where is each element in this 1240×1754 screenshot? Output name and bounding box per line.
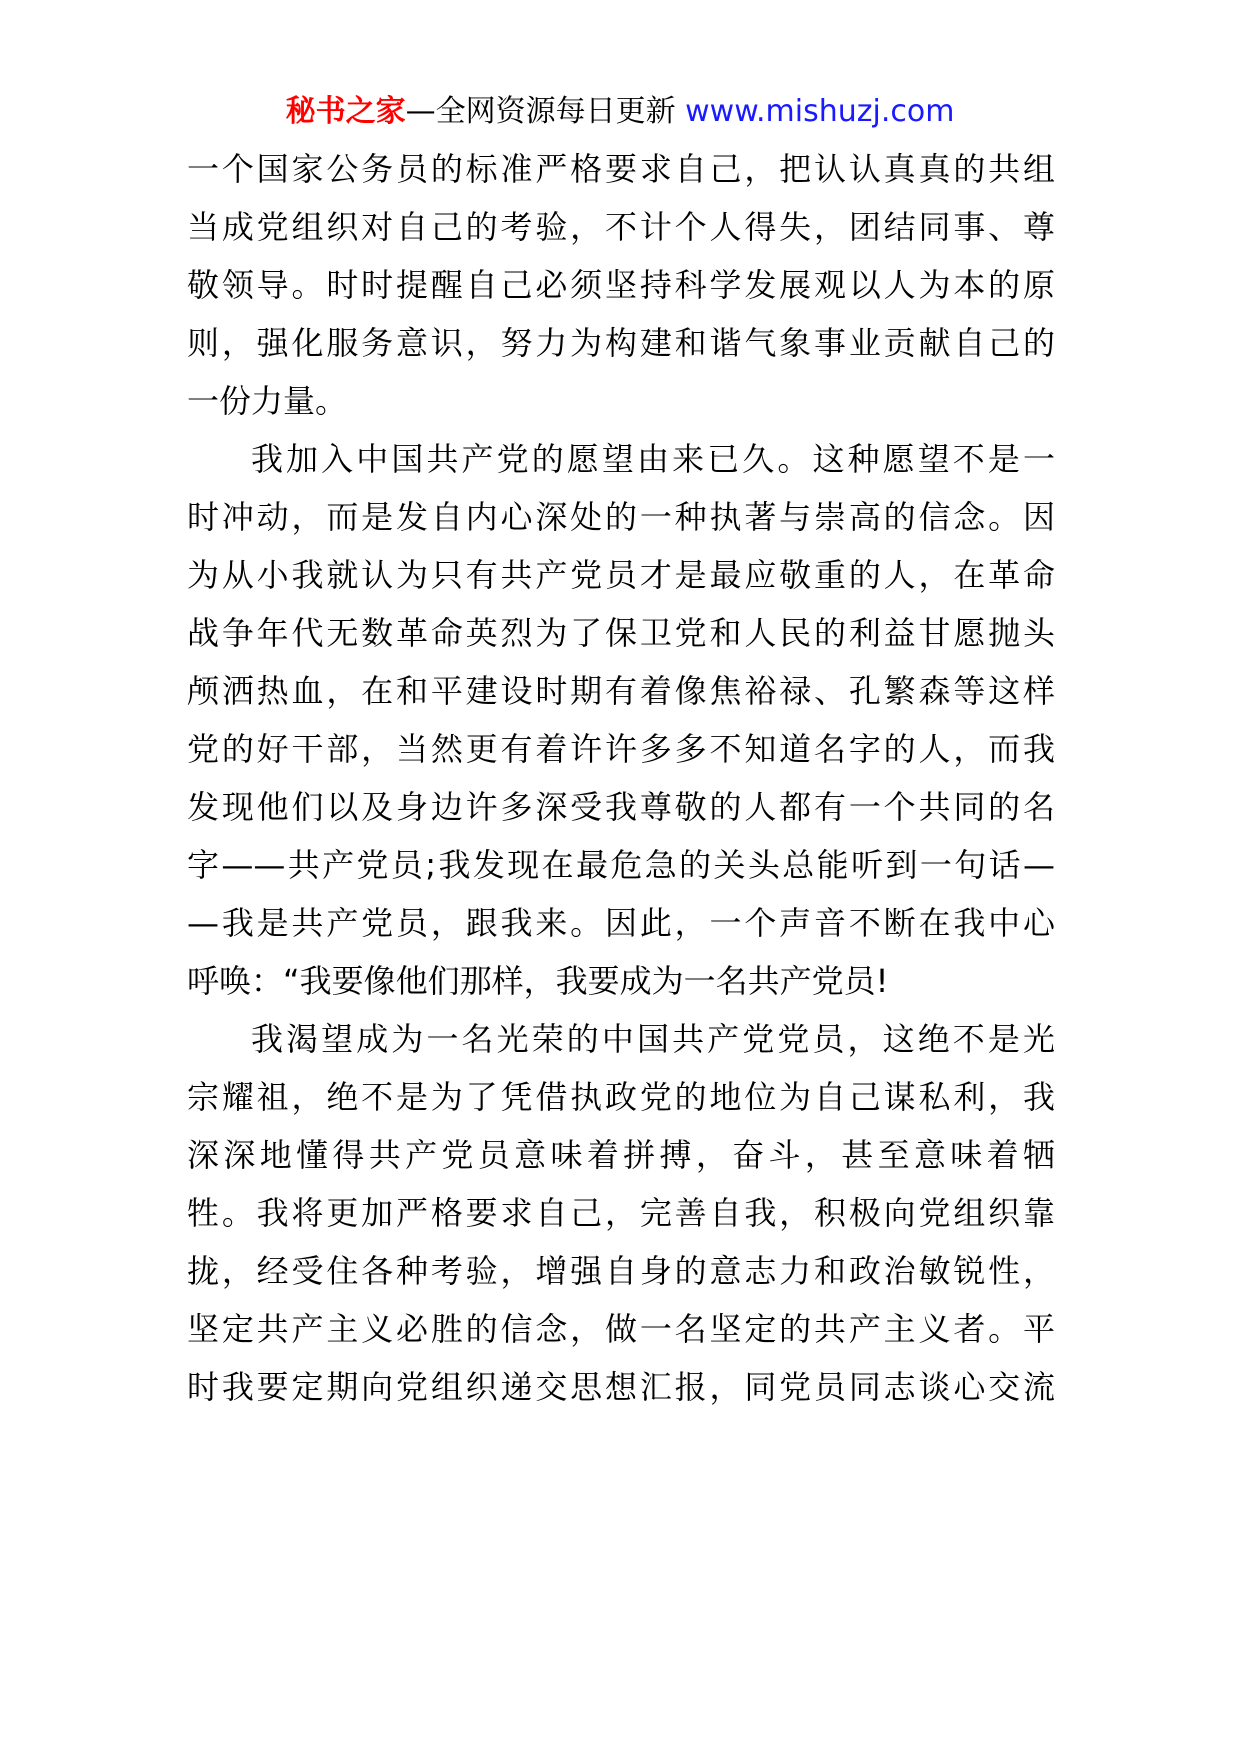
text-line: 宗耀祖，绝不是为了凭借执政党的地位为自己谋私利，我	[187, 1078, 1055, 1116]
text-line: 一个国家公务员的标准严格要求自己，把认认真真的共组	[187, 150, 1055, 188]
site-header	[0, 92, 1240, 132]
text-line: 时冲动，而是发自内心深处的一种执著与崇高的信念。因	[187, 498, 1055, 536]
text-line: 坚定共产主义必胜的信念，做一名坚定的共产主义者。平	[187, 1310, 1055, 1348]
text-line: 拢，经受住各种考验，增强自身的意志力和政治敏锐性，	[187, 1252, 1055, 1290]
text-line: 当成党组织对自己的考验，不计个人得失，团结同事、尊	[187, 208, 1055, 246]
document-body	[187, 140, 1055, 1416]
text-line: 敬领导。时时提醒自己必须坚持科学发展观以人为本的原	[187, 266, 1055, 304]
text-line: —我是共产党员，跟我来。因此，一个声音不断在我中心	[187, 904, 1055, 942]
site-url-link[interactable]: www.mishuzj.com	[685, 94, 955, 129]
text-line: 发现他们以及身边许多深受我尊敬的人都有一个共同的名	[187, 788, 1055, 826]
text-line: 一份力量。	[187, 382, 348, 420]
text-line: 党的好干部，当然更有着许许多多不知道名字的人，而我	[187, 730, 1055, 768]
text-line: 呼唤：“我要像他们那样，我要成为一名共产党员!	[187, 962, 889, 1000]
text-line: 我渴望成为一名光荣的中国共产党党员，这绝不是光	[251, 1020, 1055, 1058]
text-line: 颅洒热血，在和平建设时期有着像焦裕禄、孔繁森等这样	[187, 672, 1055, 710]
text-line: 我加入中国共产党的愿望由来已久。这种愿望不是一	[251, 440, 1055, 478]
text-line: 牲。我将更加严格要求自己，完善自我，积极向党组织靠	[187, 1194, 1055, 1232]
text-line: 深深地懂得共产党员意味着拼搏，奋斗，甚至意味着牺	[187, 1136, 1055, 1174]
text-line: 字——共产党员;我发现在最危急的关头总能听到一句话—	[187, 846, 1055, 884]
text-line: 战争年代无数革命英烈为了保卫党和人民的利益甘愿抛头	[187, 614, 1055, 652]
text-line: 则，强化服务意识，努力为构建和谐气象事业贡献自己的	[187, 324, 1055, 362]
text-line: 时我要定期向党组织递交思想汇报，同党员同志谈心交流	[187, 1368, 1055, 1406]
site-brand: 秘书之家	[285, 94, 406, 129]
text-line: 为从小我就认为只有共产党员才是最应敬重的人，在革命	[187, 556, 1055, 594]
site-tagline: —全网资源每日更新	[405, 94, 686, 129]
